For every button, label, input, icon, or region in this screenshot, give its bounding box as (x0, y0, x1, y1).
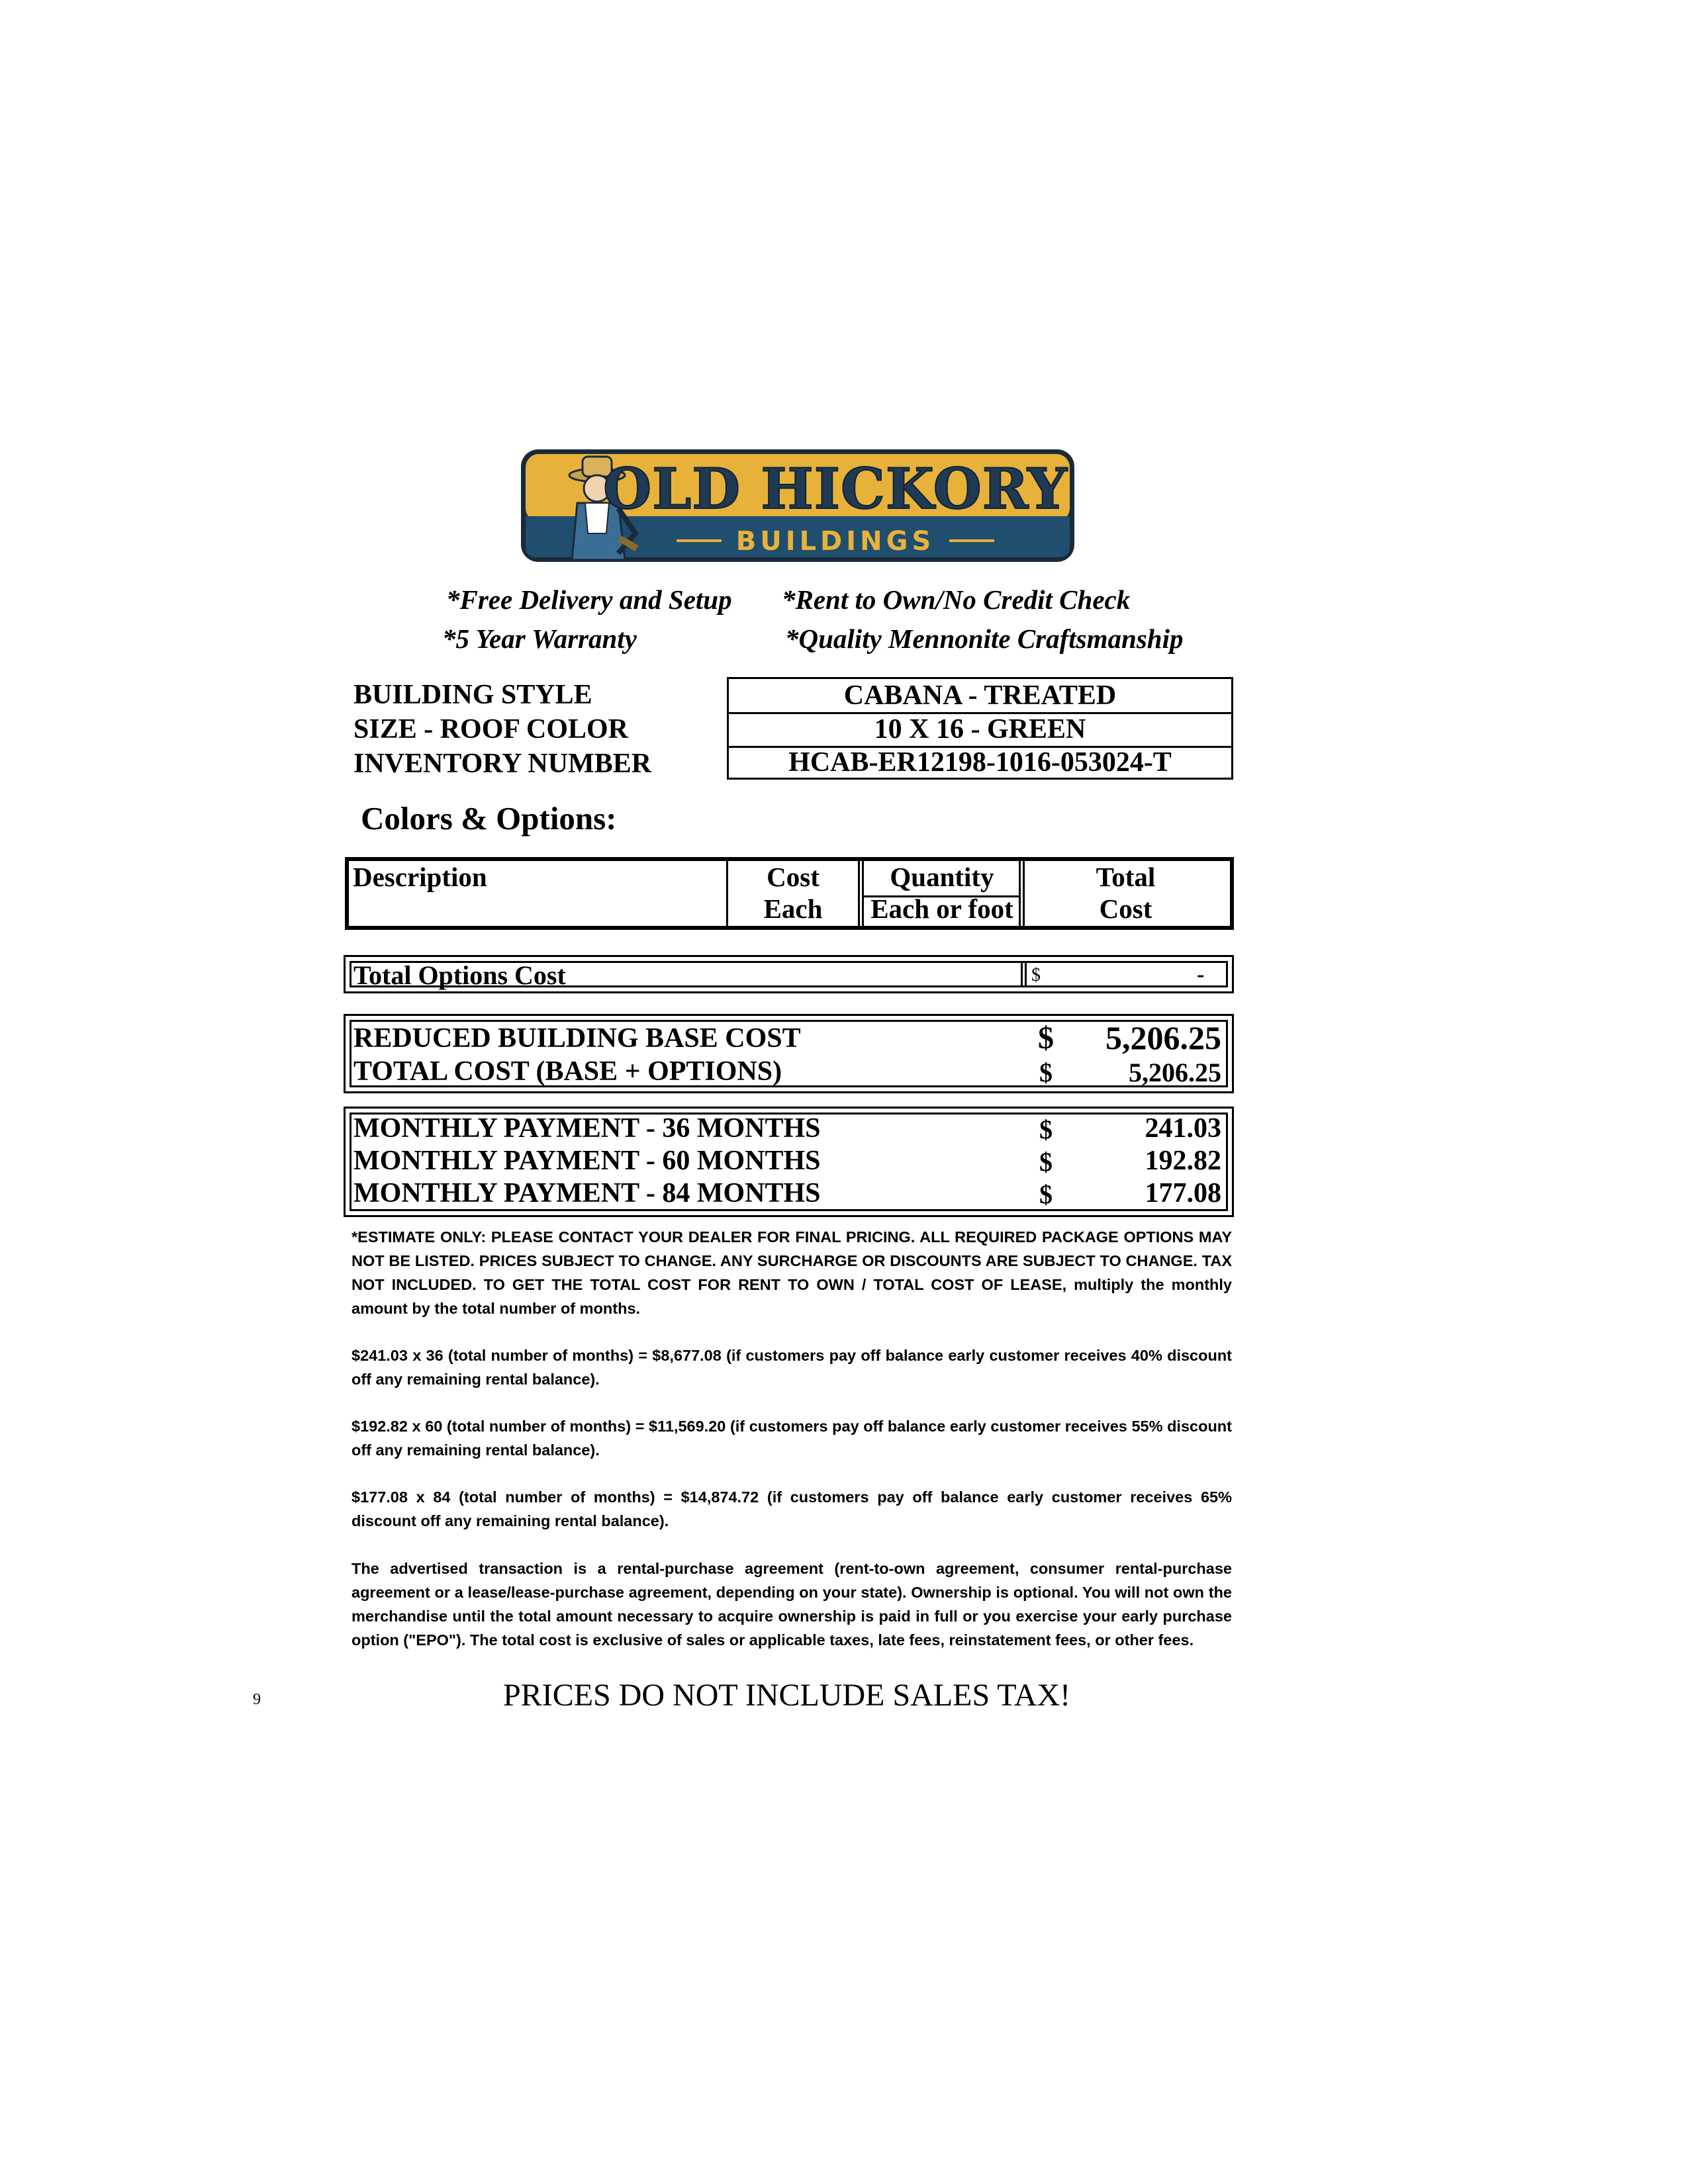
calc-84-months: $177.08 x 84 (total number of months) = $14,874.72 (if customers pay off balance early customer receives 65% discount off any remaining rental balance). (352, 1488, 1232, 1529)
total-cost-value: 5,206.25 (1129, 1058, 1221, 1087)
total-options-currency: $ (1031, 965, 1041, 985)
building-info-box (727, 677, 1233, 780)
payment-84-value: 177.08 (1145, 1178, 1221, 1208)
base-cost-box (344, 1014, 1234, 1093)
total-options-label: Total Options Cost (353, 960, 566, 990)
monthly-payments-box (344, 1107, 1234, 1217)
total-options-box (344, 955, 1234, 993)
payment-60-currency: $ (1039, 1147, 1053, 1177)
rental-purchase-disclosure: The advertised transaction is a rental-purchase agreement (rent-to-own agreement, consumer rental-purchase agreement or a lease/lease-purchase agreement, depending on your state). Ownership is optional. You will not own the merchandise until the total amount necessary to acquire ownership is paid in full or you exercise your early purchase option ("EPO"). The total cost is exclusive of sales or applicable taxes, late fees, reinstatement fees, or other fees. (352, 1560, 1232, 1649)
payment-60-value: 192.82 (1145, 1146, 1221, 1176)
old-hickory-logo (519, 447, 1076, 564)
payment-84-currency: $ (1039, 1179, 1053, 1209)
estimate-disclaimer: *ESTIMATE ONLY: PLEASE CONTACT YOUR DEALER FOR FINAL PRICING. ALL REQUIRED PACKAGE OPTIONS MAY NOT BE LISTED. PRICES SUBJECT TO CHANGE. ANY SURCHARGE OR DISCOUNTS ARE SUBJECT TO CHANGE. TAX NOT INCLUDED. TO GET THE TOTAL COST FOR RENT TO OWN / TOTAL COST OF LEASE, multiply the monthly amount by the total number of months. (352, 1228, 1232, 1317)
header-cost-each-2: Each (763, 893, 823, 924)
options-table (345, 857, 1234, 930)
page-number: 9 (253, 1691, 261, 1708)
logo-subtitle: BUILDINGS (735, 526, 935, 557)
payment-60-label: MONTHLY PAYMENT - 60 MONTHS (353, 1146, 821, 1176)
feature-craftsmanship: *Quality Mennonite Craftsmanship (785, 623, 1184, 654)
payment-36-value: 241.03 (1145, 1113, 1221, 1144)
header-total-cost-1: Total (1096, 862, 1156, 892)
header-cost-each-1: Cost (767, 862, 820, 892)
reduced-base-value: 5,206.25 (1105, 1019, 1221, 1056)
sales-tax-notice: PRICES DO NOT INCLUDE SALES TAX! (503, 1678, 1071, 1713)
calc-36-months: $241.03 x 36 (total number of months) = $8,677.08 (if customers pay off balance early customer receives 40% discount off any remaining rental balance). (352, 1347, 1232, 1388)
feature-rent-to-own: *Rent to Own/No Credit Check (782, 584, 1131, 615)
feature-free-delivery: *Free Delivery and Setup (446, 584, 732, 615)
header-total-cost-2: Cost (1099, 893, 1152, 924)
payment-84-label: MONTHLY PAYMENT - 84 MONTHS (353, 1178, 821, 1208)
value-building-style: CABANA - TREATED (729, 679, 1231, 714)
feature-warranty: *5 Year Warranty (442, 623, 637, 654)
header-quantity-2: Each or foot (870, 893, 1013, 924)
total-options-value: - (1197, 962, 1205, 987)
payment-36-currency: $ (1039, 1115, 1053, 1144)
value-size-roof-color: 10 X 16 - GREEN (729, 713, 1231, 748)
total-cost-currency: $ (1039, 1058, 1053, 1087)
reduced-base-label: REDUCED BUILDING BASE COST (353, 1023, 801, 1054)
header-quantity-1: Quantity (890, 862, 994, 892)
logo-title: OLD HICKORY (603, 456, 1068, 522)
label-size-roof-color: SIZE - ROOF COLOR (353, 714, 628, 745)
calc-60-months: $192.82 x 60 (total number of months) = $11,569.20 (if customers pay off balance early customer receives 55% discount off any remaining rental balance). (352, 1418, 1232, 1459)
payment-36-label: MONTHLY PAYMENT - 36 MONTHS (353, 1113, 821, 1144)
value-inventory-number: HCAB-ER12198-1016-053024-T (788, 747, 1172, 778)
colors-options-heading: Colors & Options: (361, 800, 617, 837)
label-inventory-number: INVENTORY NUMBER (353, 749, 652, 779)
reduced-base-currency: $ (1038, 1021, 1054, 1056)
header-description: Description (353, 862, 487, 892)
total-cost-label: TOTAL COST (BASE + OPTIONS) (353, 1056, 782, 1087)
label-building-style: BUILDING STYLE (353, 680, 592, 710)
